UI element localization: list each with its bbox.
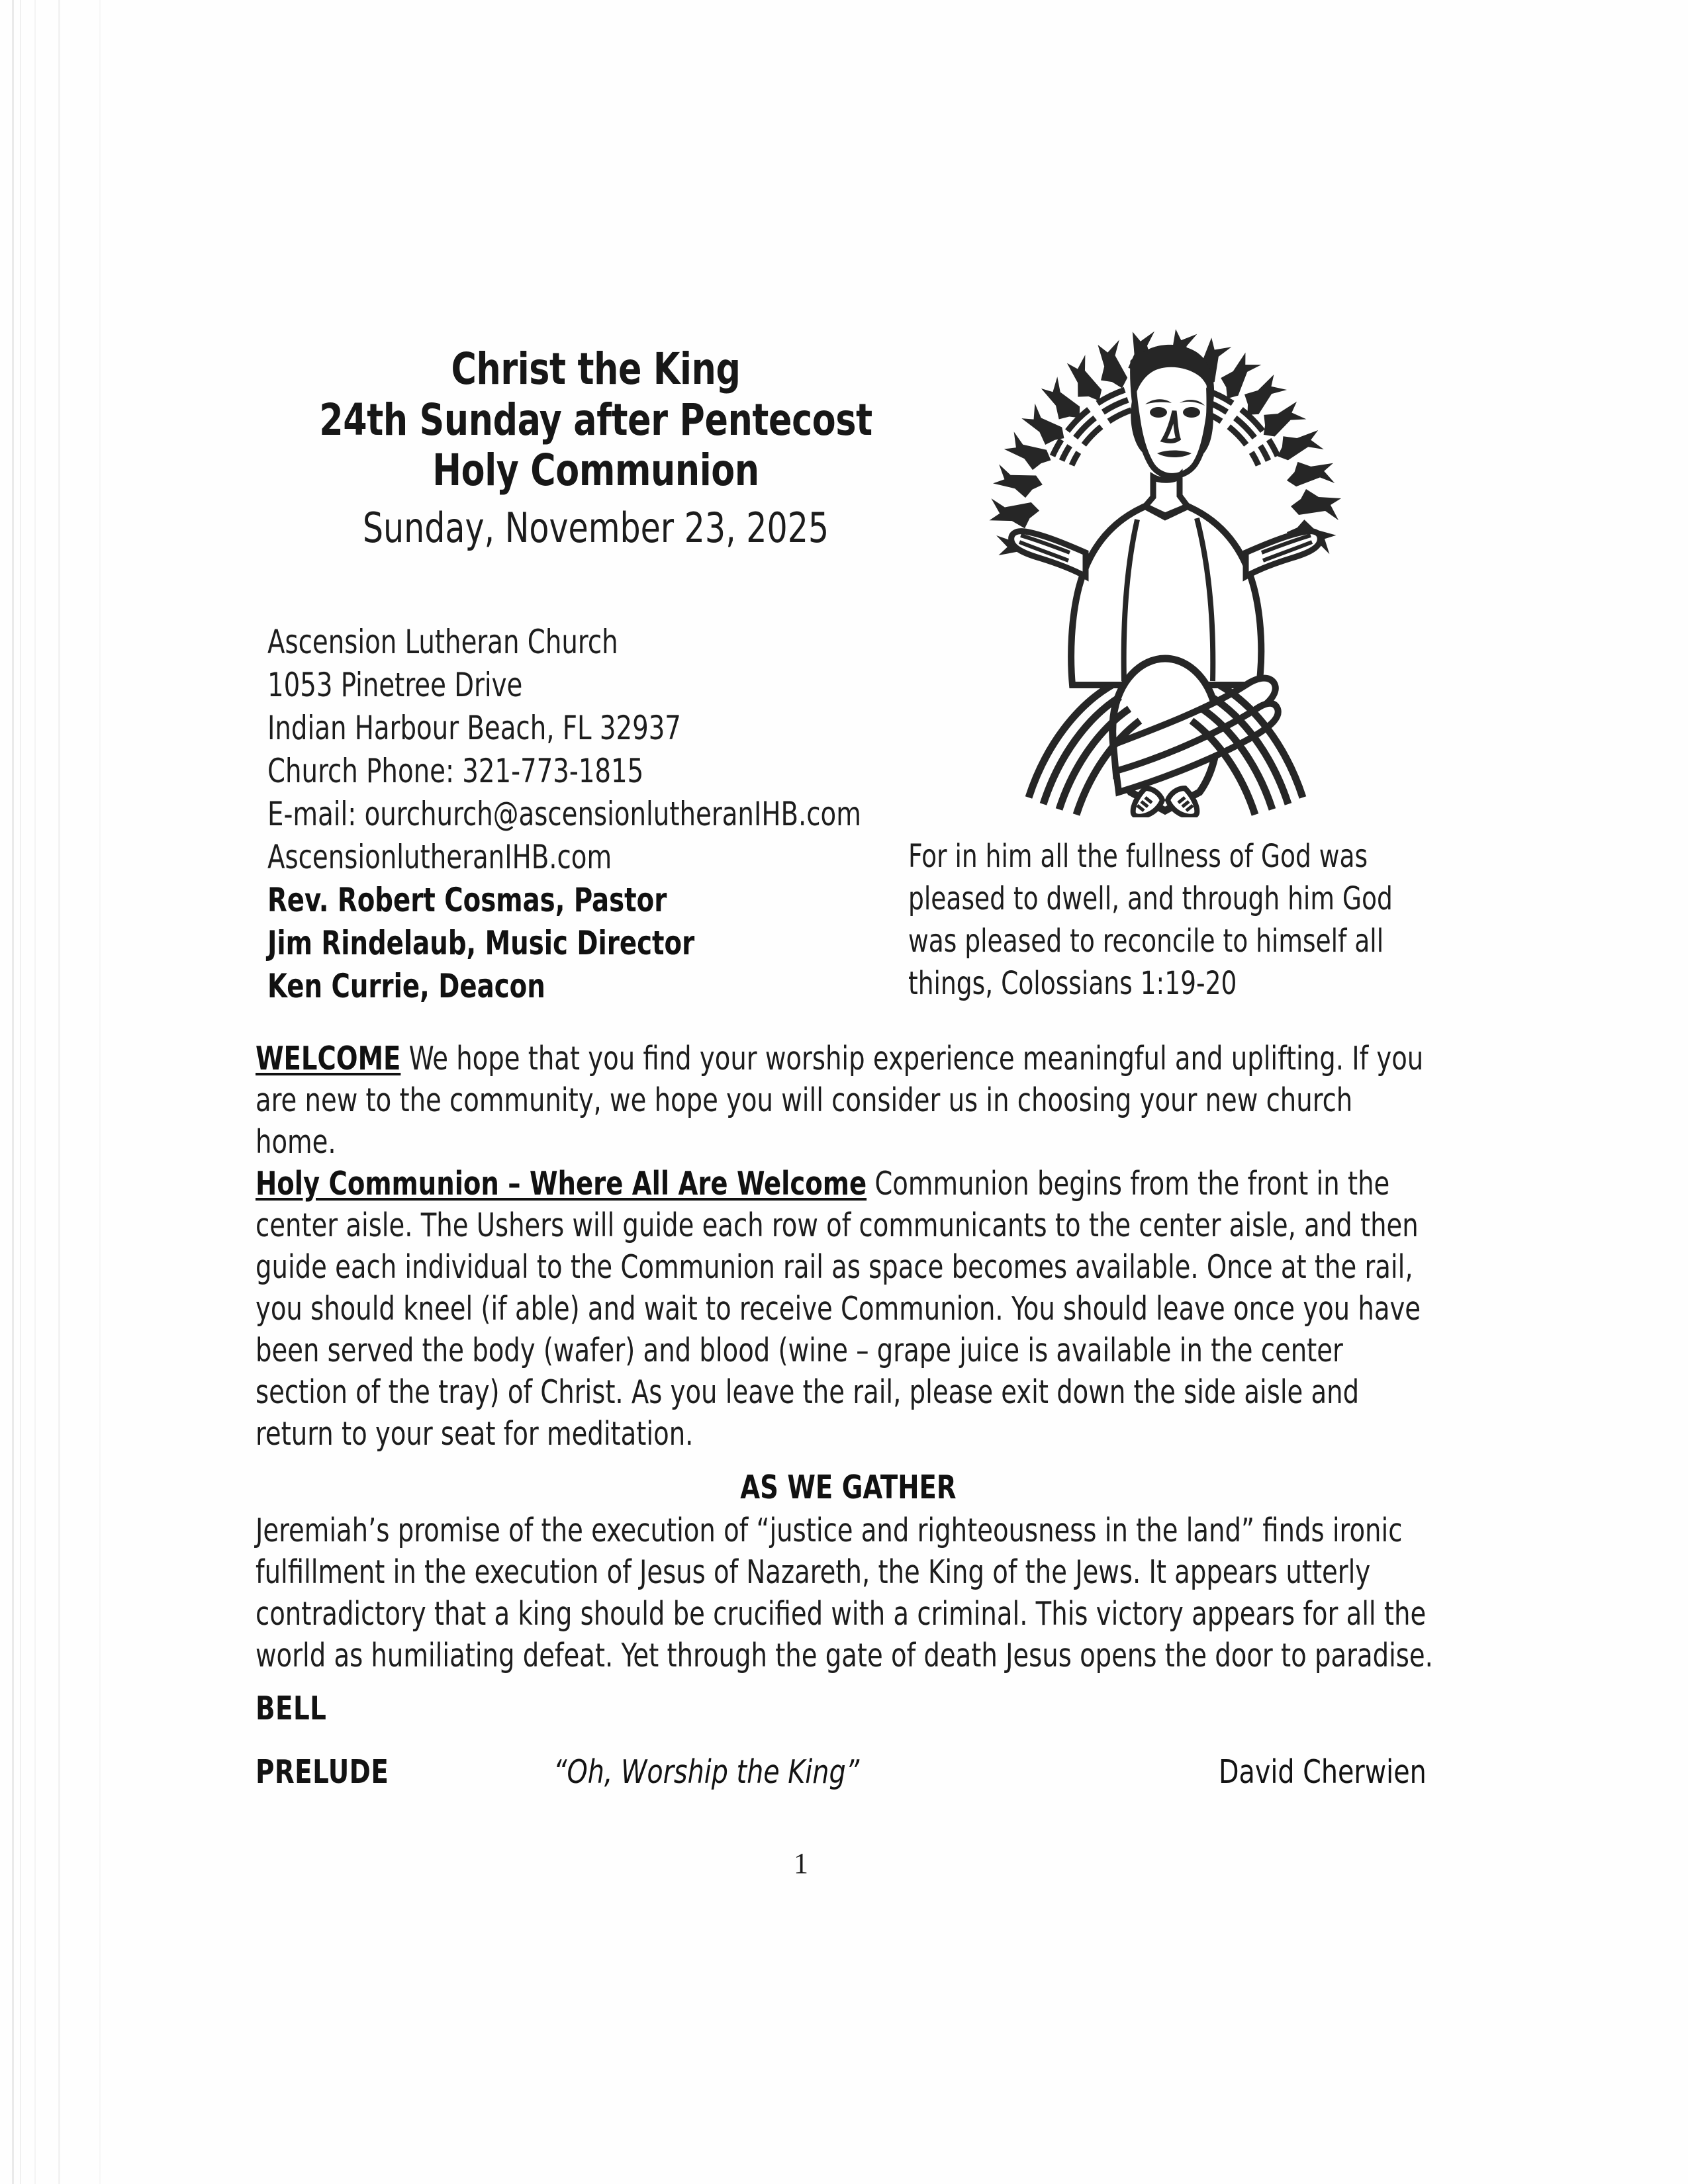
service-item-prelude xyxy=(256,1753,1440,1817)
title-line-sunday: 24th Sunday after Pentecost xyxy=(319,394,872,445)
scripture-line: For in him all the fullness of God was xyxy=(908,838,1368,875)
as-we-gather-paragraph: Jeremiah’s promise of the execution of “justice and righteousness in the land” finds ironic fulfillment in the execution of Jesus of Nazareth, the King of the Jews. It appears utterly contradictory that a king should be crucified with a criminal. This victory appears for all the world as humiliating defeat. Yet through the gate of death Jesus opens the door to paradise. xyxy=(256,1512,1433,1674)
staff-deacon: Ken Currie, Deacon xyxy=(267,967,545,1005)
church-website: AscensionlutheranIHB.com xyxy=(267,838,612,876)
communion-heading: Holy Communion – Where All Are Welcome xyxy=(256,1165,867,1203)
scripture-line: things, Colossians 1:19-20 xyxy=(908,965,1237,1002)
welcome-heading: WELCOME xyxy=(256,1040,401,1077)
church-email: E-mail: ourchurch@ascensionlutheranIHB.com xyxy=(267,795,861,833)
church-city-state-zip: Indian Harbour Beach, FL 32937 xyxy=(267,709,681,747)
service-date: Sunday, November 23, 2025 xyxy=(362,503,829,552)
scripture-line: was pleased to reconcile to himself all xyxy=(908,923,1384,960)
communion-text: Communion begins from the front in the center aisle. The Ushers will guide each row of communicants to the center aisle, and then guide each individual to the Communion rail as space becomes available. Once at the rail, you should kneel (if able) and wait to receive Communion. You should leave once you have been served the body (wafer) and blood (wine – grape juice is available in the center section of the tray) of Christ. As you leave the rail, please exit down the side aisle and return to your seat for meditation. xyxy=(256,1165,1421,1453)
service-item-credit: David Cherwien xyxy=(1219,1753,1427,1791)
welcome-text: We hope that you find your worship experience meaningful and uplifting. If you are new to the community, we hope you will consider us in choosing your new church home. xyxy=(256,1040,1424,1161)
christ-the-king-woodcut-illustration xyxy=(947,288,1383,817)
staff-music-director: Jim Rindelaub, Music Director xyxy=(267,924,695,962)
church-phone: Church Phone: 321-773-1815 xyxy=(267,752,644,790)
scripture-quote xyxy=(908,835,1438,1005)
order-of-service xyxy=(256,1690,1440,1817)
as-we-gather-heading: AS WE GATHER xyxy=(739,1469,957,1506)
communion-paragraph xyxy=(256,1163,1440,1455)
service-item-label: BELL xyxy=(256,1690,327,1727)
scripture-line: pleased to dwell, and through him God xyxy=(908,880,1393,917)
bulletin-body-copy xyxy=(256,1038,1440,1676)
title-line-service: Holy Communion xyxy=(432,445,759,496)
church-name: Ascension Lutheran Church xyxy=(267,623,618,661)
service-item-title: “Oh, Worship the King” xyxy=(553,1753,860,1791)
welcome-paragraph xyxy=(256,1038,1440,1163)
church-contact-block xyxy=(267,621,929,1008)
service-item-label: PRELUDE xyxy=(256,1753,389,1791)
service-item-bell xyxy=(256,1690,1440,1753)
church-street: 1053 Pinetree Drive xyxy=(267,666,523,704)
staff-pastor: Rev. Robert Cosmas, Pastor xyxy=(267,881,667,919)
bulletin-title-block xyxy=(258,344,933,555)
page-number: 1 xyxy=(794,1847,808,1880)
title-line-occasion: Christ the King xyxy=(451,343,741,394)
figure-head xyxy=(1131,345,1214,477)
